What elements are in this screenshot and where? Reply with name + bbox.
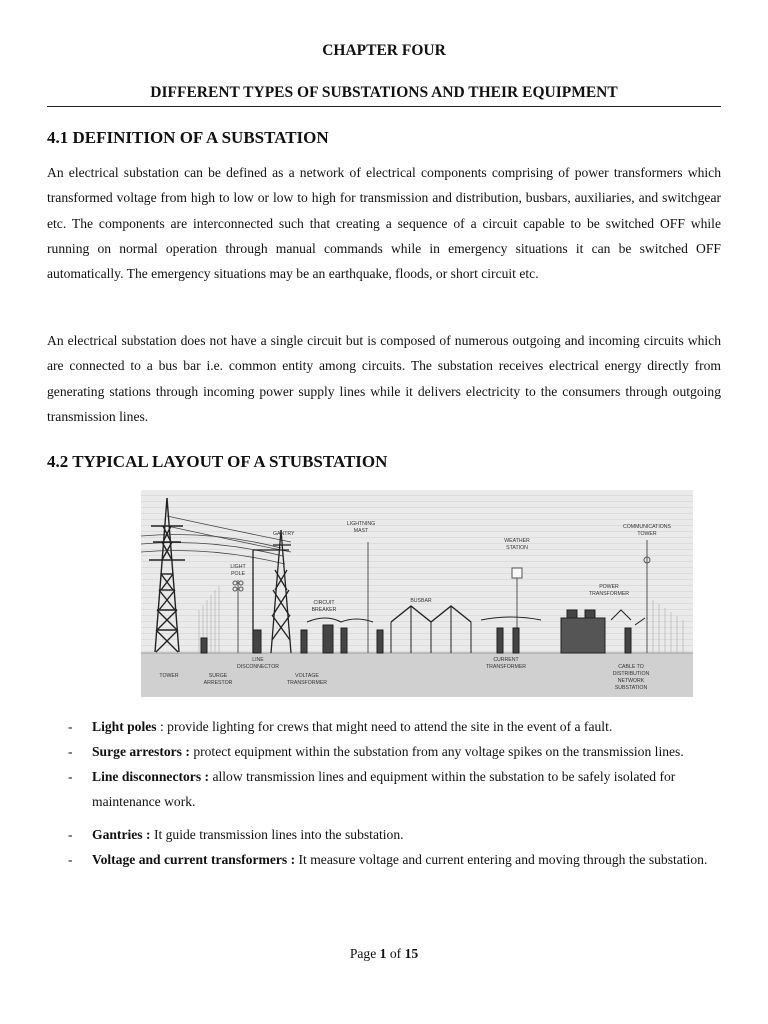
- bullet-term: Line disconnectors :: [92, 769, 210, 784]
- equipment-list: [68, 714, 722, 872]
- title-divider: [47, 106, 721, 107]
- label-voltage-transformer-2: TRANSFORMER: [286, 680, 328, 686]
- label-circuit-breaker-2: BREAKER: [311, 607, 337, 613]
- label-busbar: BUSBAR: [410, 598, 432, 604]
- document-title: DIFFERENT TYPES OF SUBSTATIONS AND THEIR EQUIPMENT: [150, 84, 618, 101]
- section-heading-4-2: 4.2 TYPICAL LAYOUT OF A STUBSTATION: [47, 452, 388, 471]
- list-item: - Light poles : provide lighting for crews that might need to attend the site in the event of a fault.: [68, 719, 613, 734]
- list-item: - Surge arrestors : protect equipment within the substation from any voltage spikes on the transmission lines.: [68, 744, 684, 759]
- label-cable-3: NETWORK: [617, 678, 645, 684]
- label-weather-station: WEATHER: [504, 538, 530, 544]
- label-surge-arrestor: SURGE: [208, 673, 228, 679]
- label-current-transformer-2: TRANSFORMER: [485, 664, 527, 670]
- label-lightning-mast-2: MAST: [353, 528, 369, 534]
- page-number: Page 1 of 15: [349, 946, 419, 961]
- definition-paragraph-2: An electrical substation does not have a single circuit but is composed of numerous outgoing and incoming circuits which are connected to a bus bar i.e. common entity among circuits. The substation receives electrical energy directly from generating stations through incoming power supply lines while it delivers electricity to the consumers through outgoing transmission lines.: [47, 333, 721, 424]
- label-weather-station-2: STATION: [506, 545, 528, 551]
- label-cable: CABLE TO: [618, 664, 644, 670]
- bullet-term: Surge arrestors :: [92, 744, 190, 759]
- label-circuit-breaker: CIRCUIT: [313, 600, 335, 606]
- label-light-pole-2: POLE: [231, 571, 245, 577]
- label-gantry: GANTRY: [273, 531, 295, 537]
- label-line-disconnector-2: DISCONNECTOR: [237, 664, 279, 670]
- list-item: - Line disconnectors : allow transmission lines and equipment within the substation to be safely isolated for maintenance work.: [68, 769, 676, 809]
- label-communications-tower: COMMUNICATIONS: [622, 524, 672, 530]
- list-item: - Gantries : It guide transmission lines into the substation.: [68, 827, 404, 842]
- label-current-transformer: CURRENT: [493, 657, 519, 663]
- bullet-text: protect equipment within the substation from any voltage spikes on the transmission lines.: [193, 744, 684, 759]
- label-cable-4: SUBSTATION: [614, 685, 648, 691]
- label-power-transformer-2: TRANSFORMER: [588, 591, 630, 597]
- bullet-text: allow transmission lines and equipment within the substation to be safely isolated for maintenance work.: [92, 769, 676, 809]
- label-cable-2: DISTRIBUTION: [612, 671, 650, 677]
- bullet-text: provide lighting for crews that might need to attend the site in the event of a fault.: [167, 719, 613, 734]
- definition-paragraph-1: An electrical substation can be defined as a network of electrical components comprising of power transformers which transformed voltage from high to low or low to high for transmission and distribution, busbars, auxiliaries, and switchgear etc. The components are interconnected such that creating a sequence of a circuit capable to be switched OFF while running on normal operation through manual commands while in emergency situations it can be switched OFF automatically. The emergency situations may be an earthquake, floods, or short circuit etc.: [47, 165, 721, 282]
- section-heading-4-1: 4.1 DEFINITION OF A SUBSTATION: [47, 128, 329, 147]
- label-lightning-mast: LIGHTNING: [346, 521, 376, 527]
- list-item: - Voltage and current transformers : It measure voltage and current entering and moving through the substation.: [68, 852, 708, 867]
- label-light-pole: LIGHT: [230, 564, 246, 570]
- label-surge-arrestor-2: ARRESTOR: [203, 680, 233, 686]
- label-tower: TOWER: [159, 673, 179, 679]
- substation-layout-figure: [141, 490, 693, 697]
- chapter-label: CHAPTER FOUR: [322, 42, 446, 59]
- label-power-transformer: POWER: [599, 584, 619, 590]
- bullet-text: It measure voltage and current entering and moving through the substation.: [298, 852, 708, 867]
- label-line-disconnector: LINE: [252, 657, 264, 663]
- bullet-text: It guide transmission lines into the substation.: [153, 827, 404, 842]
- bullet-term: Voltage and current transformers :: [92, 852, 296, 867]
- bullet-term: Gantries :: [92, 827, 151, 842]
- label-voltage-transformer: VOLTAGE: [295, 673, 319, 679]
- bullet-term: Light poles: [92, 719, 157, 734]
- label-communications-tower-2: TOWER: [637, 531, 657, 537]
